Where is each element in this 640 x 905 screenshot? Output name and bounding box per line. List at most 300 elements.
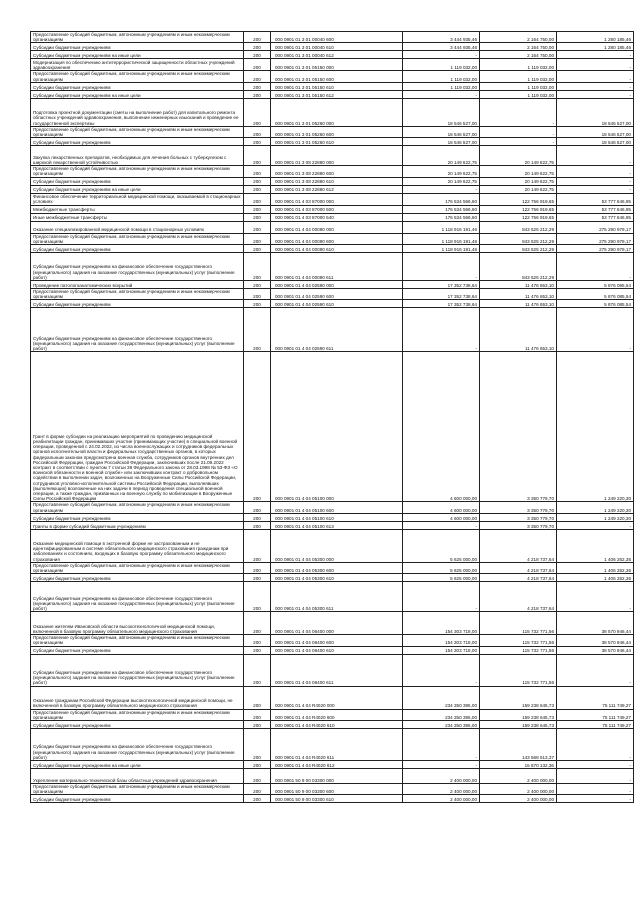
table-row [31,126,634,137]
row-name-cell: Иные межбюджетные трансферты [31,213,244,221]
row-value-3-cell: - [557,253,634,281]
row-name-cell: Оказание гражданам Российской Федерации высокотехнологичной медицинской помощи, не включенной в базовую программу обязательного медицинского страхования [31,686,244,709]
row-value-2-cell: 3 350 779,70 [480,521,557,529]
table-row [31,686,634,709]
row-value-2-cell: 122 756 919,65 [480,205,557,213]
row-value-1-cell: 176 534 566,60 [403,193,480,205]
row-code-cell: 000 0901 01 4 04 06400 610 [271,646,403,654]
row-value-1-cell: - [403,51,480,59]
row-name-cell: Предоставление субсидий бюджетным, автономным учреждениям и иным некоммерческим организациям [31,709,244,720]
row-name-cell: Гранты в форме субсидий бюджетным учреждениям [31,521,244,529]
row-value-2-cell: 143 568 513,37 [480,729,557,761]
row-value-3-cell: - [557,90,634,98]
table-row [31,521,634,529]
row-code-cell: 000 0901 01 4 04 R4020 600 [271,709,403,720]
row-value-2-cell: 1 119 032,00 [480,90,557,98]
table-row [31,245,634,253]
row-admin-cell: 200 [244,59,271,71]
row-name-cell: Предоставление субсидий бюджетным, автономным учреждениям и иным некоммерческим организациям [31,32,244,43]
row-value-2-cell: 843 625 212,29 [480,233,557,244]
row-value-3-cell: 53 777 646,95 [557,193,634,205]
row-value-1-cell: 3 444 935,46 [403,43,480,51]
row-admin-cell: 200 [244,221,271,233]
row-value-2-cell: - [480,138,557,146]
row-code-cell: 000 0901 01 4 04 00090 000 [271,221,403,233]
table-row [31,98,634,126]
row-value-3-cell: 18 546 527,00 [557,98,634,126]
row-value-3-cell: 1 249 220,30 [557,352,634,502]
row-value-2-cell: 2 164 750,00 [480,32,557,43]
row-value-1-cell: 176 534 566,60 [403,205,480,213]
row-value-1-cell: 18 546 527,00 [403,126,480,137]
row-value-3-cell: - [557,185,634,193]
row-name-cell: Закупка лекарственных препаратов, необходимых для лечения больных с туберкулезом с широкой лекарственной устойчивостью [31,146,244,166]
table-row [31,221,634,233]
row-code-cell: 000 0901 01 3 01 05150 612 [271,90,403,98]
row-value-3-cell: - [557,308,634,352]
row-value-2-cell: 122 756 919,65 [480,193,557,205]
row-value-2-cell: - [480,98,557,126]
row-code-cell: 000 0901 01 3 01 00040 610 [271,43,403,51]
row-code-cell: 000 0901 01 3 08 22880 610 [271,177,403,185]
table-row [31,612,634,635]
row-code-cell: 000 0901 01 4 04 00090 611 [271,253,403,281]
row-value-3-cell: - [557,177,634,185]
table-row [31,90,634,98]
row-value-3-cell: 1 280 185,46 [557,32,634,43]
table-row [31,233,634,244]
row-admin-cell: 200 [244,126,271,137]
row-code-cell: 000 0901 01 4 04 R4020 611 [271,729,403,761]
row-value-2-cell: 2 164 750,00 [480,43,557,51]
row-value-1-cell: 1 119 032,00 [403,59,480,71]
row-value-3-cell: 1 280 185,46 [557,43,634,51]
row-value-3-cell: 275 290 979,17 [557,245,634,253]
row-admin-cell: 200 [244,43,271,51]
row-value-2-cell: 4 218 737,64 [480,562,557,573]
row-value-3-cell: - [557,654,634,686]
row-value-3-cell: 75 111 749,27 [557,721,634,729]
row-value-2-cell: 4 218 737,64 [480,529,557,562]
row-admin-cell: 200 [244,205,271,213]
row-name-cell: Предоставление субсидий бюджетным, автономным учреждениям и иным некоммерческим организациям [31,71,244,82]
row-name-cell: Субсидии бюджетным учреждениям на финансовое обеспечение государственного (муниципального) задания на оказание государственных (муниципальных) услуг (выполнение работ) [31,308,244,352]
row-code-cell: 000 0901 01 3 01 05260 000 [271,98,403,126]
row-value-3-cell: - [557,769,634,784]
row-value-3-cell: 53 777 646,95 [557,213,634,221]
row-value-1-cell: 3 444 935,46 [403,32,480,43]
row-value-3-cell: 38 570 946,44 [557,635,634,646]
table-row [31,761,634,769]
row-admin-cell: 200 [244,185,271,193]
row-value-3-cell: 1 406 262,36 [557,562,634,573]
row-admin-cell: 200 [244,245,271,253]
table-row [31,185,634,193]
row-code-cell: 000 0901 01 4 04 02590 611 [271,308,403,352]
row-name-cell: Предоставление субсидий бюджетным, автономным учреждениям и иным некоммерческим организациям [31,635,244,646]
row-value-1-cell: 5 625 000,00 [403,574,480,582]
row-value-3-cell: 5 876 085,54 [557,281,634,289]
row-value-3-cell: - [557,51,634,59]
row-admin-cell: 200 [244,98,271,126]
table-row [31,59,634,71]
row-code-cell: 000 0901 01 3 01 05150 600 [271,71,403,82]
row-admin-cell: 200 [244,729,271,761]
row-value-1-cell: 1 118 916 191,46 [403,233,480,244]
row-code-cell: 000 0901 01 4 04 02590 600 [271,289,403,300]
row-value-1-cell: - [403,761,480,769]
row-value-3-cell: - [557,166,634,177]
row-name-cell: Субсидии бюджетным учреждениям [31,574,244,582]
row-value-1-cell: - [403,253,480,281]
table-row [31,529,634,562]
table-row [31,729,634,761]
row-admin-cell: 200 [244,177,271,185]
row-value-2-cell: 4 218 737,64 [480,574,557,582]
row-value-1-cell: 20 149 622,75 [403,177,480,185]
row-value-1-cell: 154 303 718,00 [403,635,480,646]
row-value-3-cell: 275 290 979,17 [557,221,634,233]
row-code-cell: 000 0901 50 9 00 03300 610 [271,795,403,803]
budget-table [30,31,634,803]
table-row [31,646,634,654]
row-admin-cell: 200 [244,529,271,562]
row-name-cell: Предоставление субсидий бюджетным, автономным учреждениям и иным некоммерческим организациям [31,126,244,137]
row-code-cell: 000 0901 01 4 04 R4020 000 [271,686,403,709]
row-value-2-cell: 2 400 000,00 [480,795,557,803]
table-row [31,166,634,177]
row-value-1-cell: - [403,308,480,352]
row-code-cell: 000 0901 01 4 04 02590 610 [271,300,403,308]
row-value-3-cell: - [557,82,634,90]
row-name-cell: Модернизация по обеспечению антитеррористической защищенности областных учреждений здравоохранения [31,59,244,71]
row-value-2-cell: 843 625 212,29 [480,245,557,253]
row-admin-cell: 200 [244,82,271,90]
row-admin-cell: 200 [244,709,271,720]
row-name-cell: Предоставление субсидий бюджетным, автономным учреждениям и иным некоммерческим организациям [31,233,244,244]
row-name-cell: Субсидии бюджетным учреждениям на финансовое обеспечение государственного (муниципального) задания на оказание государственных (муниципальных) услуг (выполнение работ) [31,253,244,281]
row-value-1-cell: 18 546 527,00 [403,138,480,146]
row-value-2-cell: 11 476 653,10 [480,308,557,352]
row-name-cell: Субсидии бюджетным учреждениям [31,245,244,253]
row-admin-cell: 200 [244,146,271,166]
table-row [31,281,634,289]
row-value-2-cell: 843 625 212,29 [480,221,557,233]
row-admin-cell: 200 [244,562,271,573]
row-code-cell: 000 0901 01 4 04 02590 000 [271,281,403,289]
row-code-cell: 000 0901 01 4 04 05100 600 [271,502,403,513]
table-row [31,502,634,513]
row-value-2-cell: 159 238 645,73 [480,709,557,720]
row-value-1-cell: 234 350 395,00 [403,686,480,709]
row-admin-cell: 200 [244,138,271,146]
row-value-1-cell: 17 352 738,64 [403,289,480,300]
row-value-1-cell: - [403,654,480,686]
row-value-3-cell: 1 249 220,30 [557,513,634,521]
table-row [31,582,634,612]
row-value-2-cell: 115 732 771,56 [480,635,557,646]
row-code-cell: 000 0901 01 4 04 05300 611 [271,582,403,612]
row-code-cell: 000 0901 01 4 04 05100 613 [271,521,403,529]
row-value-1-cell: - [403,582,480,612]
table-row [31,635,634,646]
row-name-cell: Предоставление субсидий бюджетным, автономным учреждениям и иным некоммерческим организациям [31,502,244,513]
row-value-2-cell: 159 238 645,73 [480,721,557,729]
row-value-2-cell: 20 149 622,75 [480,166,557,177]
row-value-2-cell: 843 625 212,29 [480,253,557,281]
row-code-cell: 000 0901 01 3 08 22880 600 [271,166,403,177]
table-row [31,82,634,90]
row-value-1-cell: - [403,185,480,193]
row-value-1-cell: 154 303 718,00 [403,646,480,654]
row-value-3-cell: - [557,761,634,769]
row-value-3-cell: - [557,146,634,166]
row-value-2-cell: 115 732 771,56 [480,646,557,654]
row-value-3-cell: - [557,582,634,612]
row-value-3-cell: 5 876 085,54 [557,300,634,308]
row-admin-cell: 200 [244,71,271,82]
row-value-3-cell: 38 570 946,44 [557,612,634,635]
row-admin-cell: 200 [244,784,271,795]
row-value-2-cell: 1 119 032,00 [480,59,557,71]
row-name-cell: Субсидии бюджетным учреждениям [31,43,244,51]
row-value-1-cell: 234 350 395,00 [403,721,480,729]
row-code-cell: 000 0901 01 3 01 05260 600 [271,126,403,137]
row-value-1-cell: 17 352 738,64 [403,281,480,289]
row-code-cell: 000 0901 01 3 01 00040 600 [271,32,403,43]
row-admin-cell: 200 [244,51,271,59]
table-row [31,721,634,729]
table-row [31,352,634,502]
row-admin-cell: 200 [244,300,271,308]
row-admin-cell: 200 [244,502,271,513]
row-value-3-cell: 1 406 262,36 [557,574,634,582]
table-row [31,43,634,51]
row-value-2-cell: 115 732 771,56 [480,612,557,635]
row-name-cell: Субсидии бюджетным учреждениям на иные цели [31,761,244,769]
table-row [31,709,634,720]
row-value-2-cell: 159 238 645,73 [480,686,557,709]
row-name-cell: Субсидии бюджетным учреждениям [31,513,244,521]
row-value-2-cell: 20 149 622,75 [480,185,557,193]
row-value-1-cell: - [403,729,480,761]
row-admin-cell: 200 [244,761,271,769]
table-row [31,574,634,582]
row-value-1-cell: 2 400 000,00 [403,784,480,795]
row-value-3-cell: 18 546 527,00 [557,138,634,146]
row-value-1-cell: 154 303 718,00 [403,612,480,635]
row-admin-cell: 200 [244,308,271,352]
row-value-1-cell: 1 118 916 191,46 [403,221,480,233]
row-admin-cell: 200 [244,686,271,709]
row-code-cell: 000 0901 01 4 04 R4020 610 [271,721,403,729]
row-value-3-cell: - [557,784,634,795]
row-name-cell: Предоставление субсидий бюджетным, автономным учреждениям и иным некоммерческим организациям [31,562,244,573]
row-admin-cell: 200 [244,513,271,521]
row-code-cell: 000 0901 01 4 04 05300 000 [271,529,403,562]
row-name-cell: Оказание жителям Ивановской области высокотехнологичной медицинской помощи, включенной в базовую программу обязательного медицинского страхования [31,612,244,635]
row-admin-cell: 200 [244,795,271,803]
row-value-1-cell: 18 546 527,00 [403,98,480,126]
row-value-2-cell: 2 164 750,00 [480,51,557,59]
row-admin-cell: 200 [244,635,271,646]
row-value-3-cell: 75 111 749,27 [557,709,634,720]
row-value-2-cell: 3 350 779,70 [480,502,557,513]
row-value-3-cell: 53 777 646,95 [557,205,634,213]
table-row [31,289,634,300]
table-row [31,513,634,521]
row-value-3-cell: 1 406 262,36 [557,529,634,562]
row-value-1-cell: - [403,90,480,98]
row-code-cell: 000 0901 01 4 04 06400 600 [271,635,403,646]
row-name-cell: Подготовка проектной документации (сметы на выполнение работ) для капитального ремонта областных учреждений здравоохранения, выполнение инженерных изысканий и проведение ее государственной экспертизы [31,98,244,126]
table-row [31,562,634,573]
row-admin-cell: 200 [244,352,271,502]
row-code-cell: 000 0901 01 4 03 87000 500 [271,205,403,213]
row-code-cell: 000 0901 01 3 01 05150 000 [271,59,403,71]
budget-table-body [31,32,634,803]
row-name-cell: Субсидии бюджетным учреждениям на иные цели [31,51,244,59]
row-value-1-cell: 20 149 622,75 [403,166,480,177]
row-value-1-cell: 20 149 622,75 [403,146,480,166]
table-row [31,253,634,281]
table-row [31,32,634,43]
row-name-cell: Укрепление материально-технической базы областных учреждений здравоохранения [31,769,244,784]
row-code-cell: 000 0901 01 3 08 22880 612 [271,185,403,193]
row-value-2-cell: 11 476 653,10 [480,281,557,289]
row-code-cell: 000 0901 01 3 08 22880 000 [271,146,403,166]
row-code-cell: 000 0901 01 4 04 05100 610 [271,513,403,521]
row-value-1-cell: 176 534 566,60 [403,213,480,221]
row-name-cell: Грант в форме субсидии на реализацию мероприятий по проведению медицинской реабилитации граждан, принимавших участие (принимающих участие) в специальной военной операции, проведенной с 24.02.2022, из числа военнослужащих и сотрудников федеральных органов исполнительной власти и федеральных государственных органов, в которых федеральным законом предусмотрена военная служба, сотрудников органов внутренних дел Российской Федерации, граждан Российской Федерации, заключивших после 21.09.2022 контракт в соответствии с пунктом 7 статьи 38 Федерального закона от 28.03.1998 № 53-ФЗ «О воинской обязанности и военной службе» или заключивших контракт о добровольном содействии в выполнении задач, возложенных на Вооруженные Силы Российской Федерации, сотрудников уголовно-исполнительной системы Российской Федерации, выполнявших (выполняющих) возложенные на них задачи в период проведения специальной военной операции, а также граждан, призванных на военную службу по мобилизации в Вооруженные Силы Российской Федерации [31,352,244,502]
row-value-2-cell: 11 476 653,10 [480,300,557,308]
row-value-3-cell: 18 546 527,00 [557,126,634,137]
row-name-cell: Предоставление субсидий бюджетным, автономным учреждениям и иным некоммерческим организациям [31,166,244,177]
row-admin-cell: 200 [244,646,271,654]
row-value-2-cell: 11 476 653,10 [480,289,557,300]
row-admin-cell: 200 [244,521,271,529]
row-name-cell: Предоставление субсидий бюджетным, автономным учреждениям и иным некоммерческим организациям [31,289,244,300]
row-value-3-cell: - [557,795,634,803]
row-admin-cell: 200 [244,90,271,98]
row-value-2-cell: 2 400 000,00 [480,769,557,784]
row-code-cell: 000 0901 50 9 00 03300 600 [271,784,403,795]
row-name-cell: Субсидии бюджетным учреждениям [31,646,244,654]
row-name-cell: Субсидии бюджетным учреждениям на финансовое обеспечение государственного (муниципального) задания на оказание государственных (муниципальных) услуг (выполнение работ) [31,654,244,686]
row-value-2-cell: - [480,126,557,137]
row-name-cell: Субсидии бюджетным учреждениям на финансовое обеспечение государственного (муниципального) задания на оказание государственных (муниципальных) услуг (выполнение работ) [31,582,244,612]
row-name-cell: Субсидии бюджетным учреждениям на иные цели [31,90,244,98]
row-value-2-cell: 1 119 032,00 [480,82,557,90]
row-admin-cell: 200 [244,32,271,43]
row-value-3-cell: - [557,729,634,761]
row-code-cell: 000 0901 01 4 03 87000 540 [271,213,403,221]
table-row [31,654,634,686]
row-admin-cell: 200 [244,769,271,784]
row-code-cell: 000 0901 01 3 01 00040 612 [271,51,403,59]
row-value-3-cell: 275 290 979,17 [557,233,634,244]
row-name-cell: Субсидии бюджетным учреждениям [31,82,244,90]
row-admin-cell: 200 [244,166,271,177]
row-value-1-cell: 17 352 738,64 [403,300,480,308]
row-name-cell: Субсидии бюджетным учреждениям на иные цели [31,185,244,193]
row-name-cell: Финансовое обеспечение территориальной медицинской помощи, оказываемой в стационарных условиях [31,193,244,205]
row-value-1-cell: 4 600 000,00 [403,513,480,521]
row-value-1-cell: 5 625 000,00 [403,562,480,573]
row-value-1-cell: 4 600 000,00 [403,352,480,502]
row-code-cell: 000 0901 50 9 00 03300 000 [271,769,403,784]
row-value-1-cell: 234 350 395,00 [403,709,480,720]
row-value-1-cell: 5 625 000,00 [403,529,480,562]
table-row [31,769,634,784]
table-row [31,205,634,213]
row-code-cell: 000 0901 01 3 01 05150 610 [271,82,403,90]
row-admin-cell: 200 [244,253,271,281]
row-value-3-cell: - [557,521,634,529]
row-name-cell: Субсидии бюджетным учреждениям [31,138,244,146]
row-value-2-cell: 2 400 000,00 [480,784,557,795]
row-value-2-cell: 122 756 919,65 [480,213,557,221]
table-row [31,177,634,185]
row-code-cell: 000 0901 01 4 04 05300 610 [271,574,403,582]
row-admin-cell: 200 [244,213,271,221]
row-name-cell: Предоставление субсидий бюджетным, автономным учреждениям и иным некоммерческим организациям [31,784,244,795]
row-value-2-cell: 20 149 622,75 [480,177,557,185]
row-value-2-cell: 15 670 132,36 [480,761,557,769]
row-admin-cell: 200 [244,612,271,635]
row-code-cell: 000 0901 01 4 04 06400 611 [271,654,403,686]
table-row [31,795,634,803]
row-admin-cell: 200 [244,281,271,289]
row-value-1-cell: 1 118 916 191,46 [403,245,480,253]
row-admin-cell: 200 [244,289,271,300]
row-value-2-cell: 115 732 771,56 [480,654,557,686]
table-row [31,138,634,146]
table-row [31,146,634,166]
row-code-cell: 000 0901 01 4 04 R4020 612 [271,761,403,769]
row-code-cell: 000 0901 01 4 04 00090 600 [271,233,403,244]
row-admin-cell: 200 [244,654,271,686]
row-value-2-cell: 4 218 737,64 [480,582,557,612]
row-value-1-cell: 2 400 000,00 [403,795,480,803]
table-row [31,308,634,352]
row-name-cell: Межбюджетные трансферты [31,205,244,213]
table-row [31,51,634,59]
row-code-cell: 000 0901 01 3 01 05260 610 [271,138,403,146]
row-name-cell: Субсидии бюджетным учреждениям [31,177,244,185]
row-value-3-cell: - [557,59,634,71]
table-row [31,71,634,82]
row-code-cell: 000 0901 01 4 04 06400 000 [271,612,403,635]
row-code-cell: 000 0901 01 4 04 00090 610 [271,245,403,253]
row-value-1-cell: - [403,521,480,529]
row-value-3-cell: - [557,71,634,82]
row-admin-cell: 200 [244,193,271,205]
table-row [31,193,634,205]
row-name-cell: Субсидии бюджетным учреждениям [31,300,244,308]
table-row [31,300,634,308]
row-admin-cell: 200 [244,582,271,612]
row-value-2-cell: 3 350 779,70 [480,352,557,502]
row-code-cell: 000 0901 01 4 03 87000 000 [271,193,403,205]
row-name-cell: Субсидии бюджетным учреждениям [31,795,244,803]
row-value-3-cell: 5 876 085,54 [557,289,634,300]
row-value-1-cell: 2 400 000,00 [403,769,480,784]
row-name-cell: Субсидии бюджетным учреждениям [31,721,244,729]
row-value-2-cell: 3 350 779,70 [480,513,557,521]
row-value-2-cell: 1 119 032,00 [480,71,557,82]
row-value-3-cell: 38 570 946,44 [557,646,634,654]
